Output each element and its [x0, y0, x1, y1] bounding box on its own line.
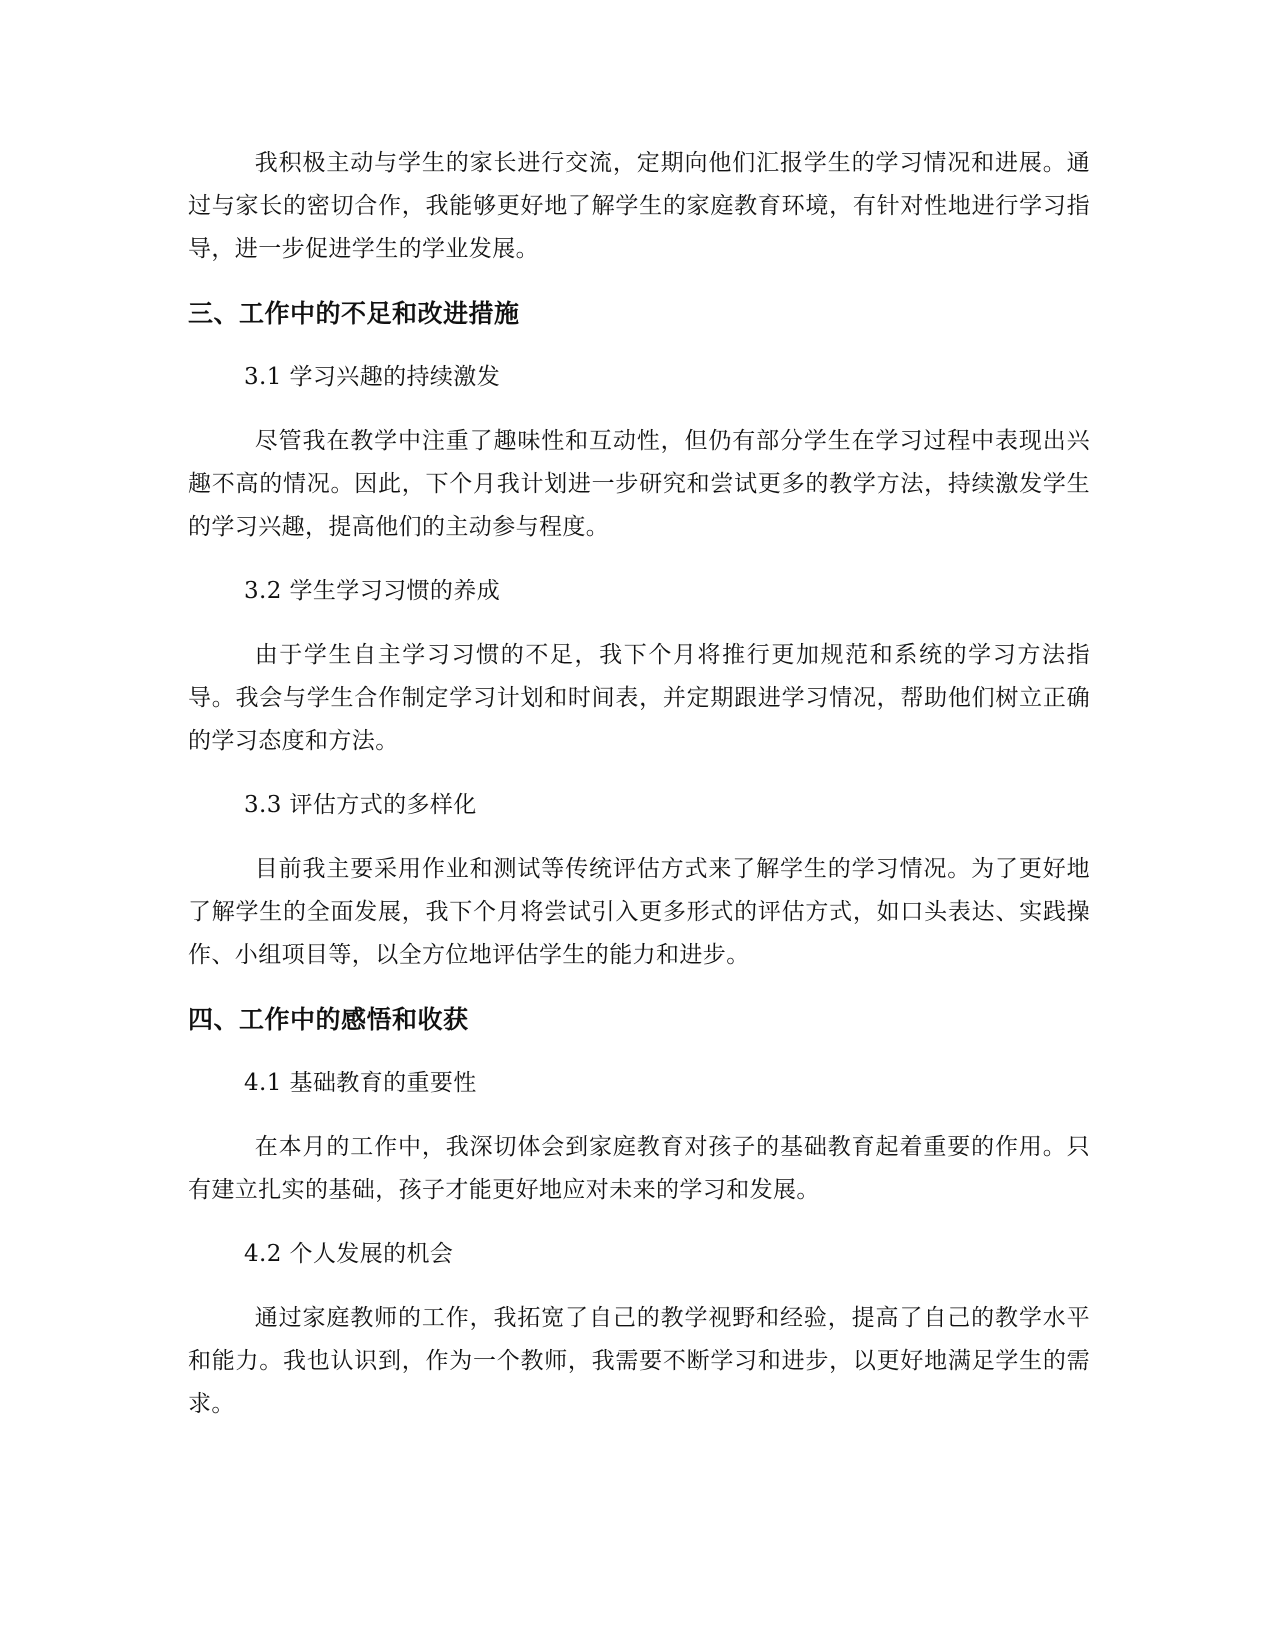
intro-paragraph: 我积极主动与学生的家长进行交流，定期向他们汇报学生的学习情况和进展。通过与家长的密切合作，我能够更好地了解学生的家庭教育环境，有针对性地进行学习指导，进一步促进学生的学业发展。	[188, 150, 1090, 262]
subheading-3-2: 3.2 学生学习习惯的养成	[244, 578, 501, 604]
subheading-3-1: 3.1 学习兴趣的持续激发	[244, 364, 501, 390]
paragraph-4-2: 通过家庭教师的工作，我拓宽了自己的教学视野和经验，提高了自己的教学水平和能力。我也认识到，作为一个教师，我需要不断学习和进步，以更好地满足学生的需求。	[188, 1305, 1090, 1417]
subheading-4-1: 4.1 基础教育的重要性	[244, 1070, 477, 1096]
paragraph-3-2: 由于学生自主学习习惯的不足，我下个月将推行更加规范和系统的学习方法指导。我会与学生合作制定学习计划和时间表，并定期跟进学习情况，帮助他们树立正确的学习态度和方法。	[188, 642, 1090, 754]
paragraph-4-1: 在本月的工作中，我深切体会到家庭教育对孩子的基础教育起着重要的作用。只有建立扎实的基础，孩子才能更好地应对未来的学习和发展。	[188, 1134, 1090, 1203]
paragraph-3-3: 目前我主要采用作业和测试等传统评估方式来了解学生的学习情况。为了更好地了解学生的全面发展，我下个月将尝试引入更多形式的评估方式，如口头表达、实践操作、小组项目等，以全方位地评估学生的能力和进步。	[188, 856, 1090, 968]
section-heading-4: 四、工作中的感悟和收获	[188, 1005, 469, 1034]
document-body	[188, 142, 1090, 1447]
section-heading-3: 三、工作中的不足和改进措施	[188, 299, 520, 328]
paragraph-3-1: 尽管我在教学中注重了趣味性和互动性，但仍有部分学生在学习过程中表现出兴趣不高的情况。因此，下个月我计划进一步研究和尝试更多的教学方法，持续激发学生的学习兴趣，提高他们的主动参与程度。	[188, 428, 1090, 540]
subheading-3-3: 3.3 评估方式的多样化	[244, 792, 477, 818]
subheading-4-2: 4.2 个人发展的机会	[244, 1241, 454, 1267]
